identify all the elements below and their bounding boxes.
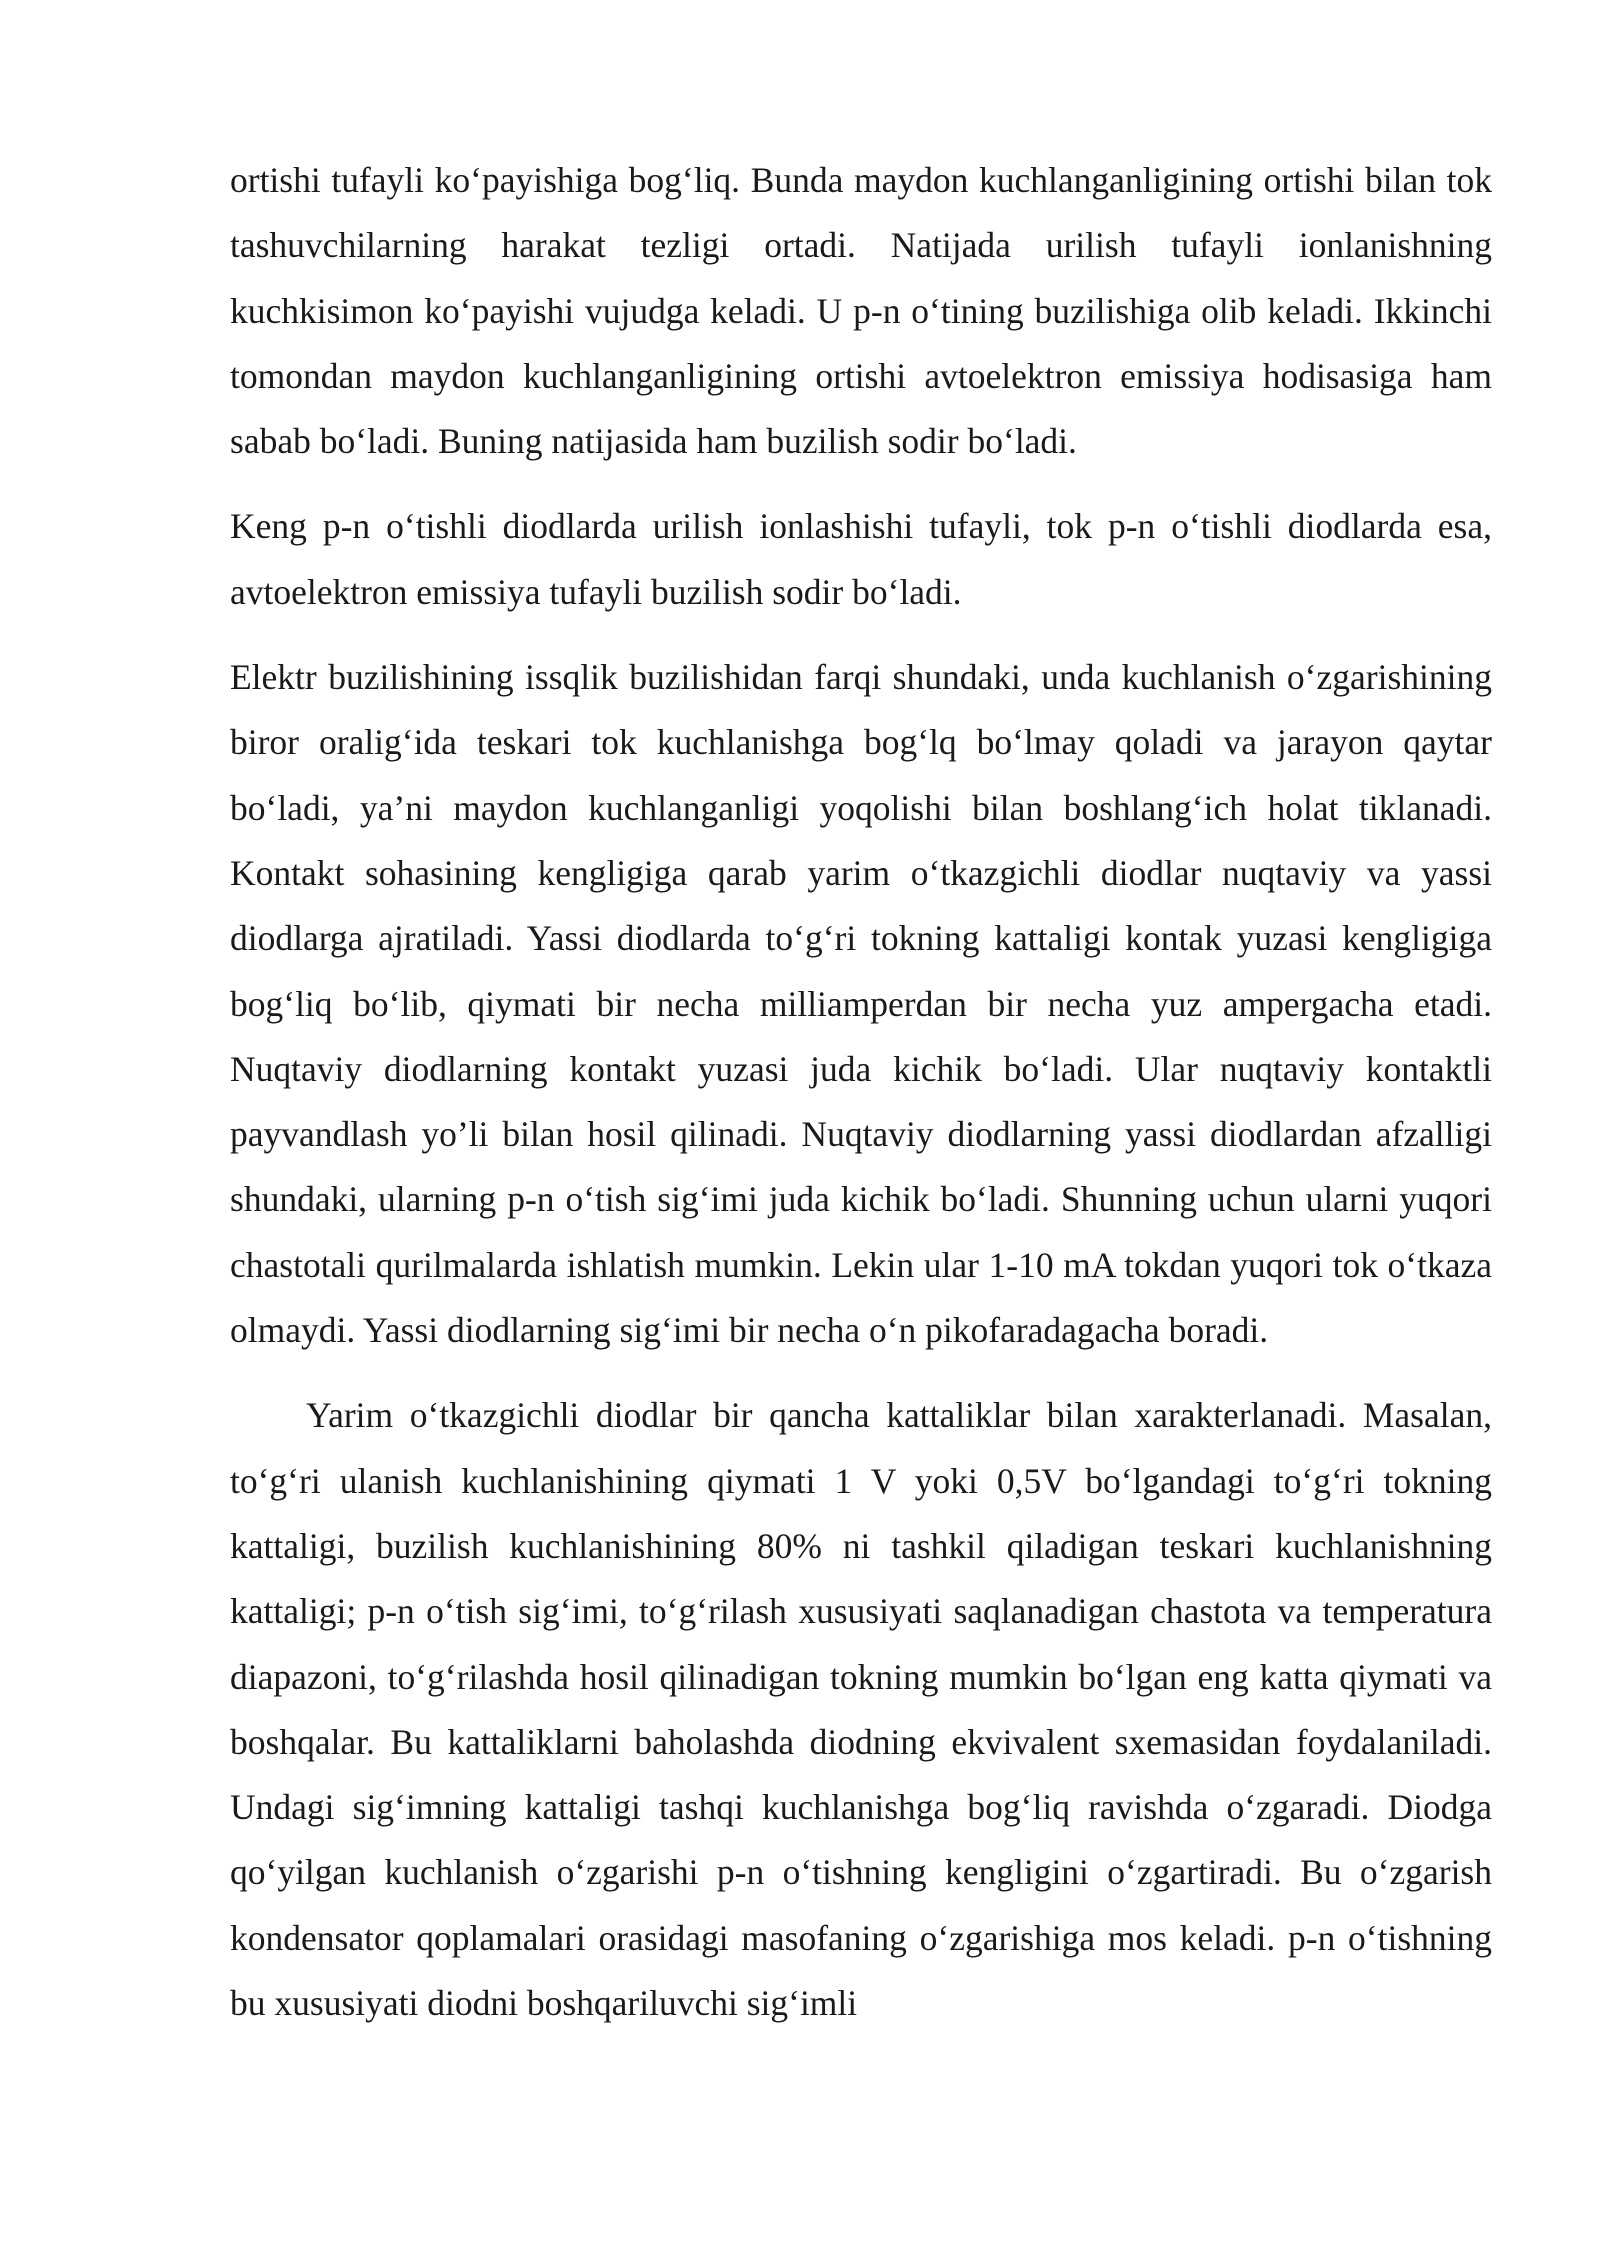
- document-page: [230, 148, 1492, 2056]
- paragraph-2: Keng p-n o‘tishli diodlarda urilish ionlashishi tufayli, tok p-n o‘tishli diodlarda esa, avtoelektron emissiya tufayli buzilish sodir bo‘ladi.: [230, 506, 1492, 612]
- paragraph-3: Elektr buzilishining issqlik buzilishidan farqi shundaki, unda kuchlanish o‘zgarishining biror oralig‘ida teskari tok kuchlanishga bog‘lq bo‘lmay qoladi va jarayon qaytar bo‘ladi, ya’ni maydon kuchlanganligi yoqolishi bilan boshlang‘ich holat tiklanadi. Kontakt sohasining kengligiga qarab yarim o‘tkazgichli diodlar nuqtaviy va yassi diodlarga ajratiladi. Yassi diodlarda to‘g‘ri tokning kattaligi kontak yuzasi kengligiga bog‘liq bo‘lib, qiymati bir necha milliamperdan bir necha yuz ampergacha etadi. Nuqtaviy diodlarning kontakt yuzasi juda kichik bo‘ladi. Ular nuqtaviy kontaktli payvandlash yo’li bilan hosil qilinadi. Nuqtaviy diodlarning yassi diodlardan afzalligi shundaki, ularning p-n o‘tish sig‘imi juda kichik bo‘ladi. Shunning uchun ularni yuqori chastotali qurilmalarda ishlatish mumkin. Lekin ular 1-10 mA tokdan yuqori tok o‘tkaza olmaydi. Yassi diodlarning sig‘imi bir necha o‘n pikofaradagacha boradi.: [230, 657, 1492, 1351]
- paragraph-1: ortishi tufayli ko‘payishiga bog‘liq. Bunda maydon kuchlanganligining ortishi bilan tok tashuvchilarning harakat tezligi ortadi. Natijada urilish tufayli ionlanishning kuchkisimon ko‘payishi vujudga keladi. U p-n o‘tining buzilishiga olib keladi. Ikkinchi tomondan maydon kuchlanganligining ortishi avtoelektron emissiya hodisasiga ham sabab bo‘ladi. Buning natijasida ham buzilish sodir bo‘ladi.: [230, 160, 1492, 462]
- paragraph-4: Yarim o‘tkazgichli diodlar bir qancha kattaliklar bilan xarakterlanadi. Masalan, to‘g‘ri ulanish kuchlanishining qiymati 1 V yoki 0,5V bo‘lgandagi to‘g‘ri tokning kattaligi, buzilish kuchlanishining 80% ni tashkil qiladigan teskari kuchlanishning kattaligi; p-n o‘tish sig‘imi, to‘g‘rilash xususiyati saqlanadigan chastota va temperatura diapazoni, to‘g‘rilashda hosil qilinadigan tokning mumkin bo‘lgan eng katta qiymati va boshqalar. Bu kattaliklarni baholashda diodning ekvivalent sxemasidan foydalaniladi. Undagi sig‘imning kattaligi tashqi kuchlanishga bog‘liq ravishda o‘zgaradi. Diodga qo‘yilgan kuchlanish o‘zgarishi p-n o‘tishning kengligini o‘zgartiradi. Bu o‘zgarish kondensator qoplamalari orasidagi masofaning o‘zgarishiga mos keladi. p-n o‘tishning bu xususiyati diodni boshqariluvchi sig‘imli: [230, 1395, 1492, 2024]
